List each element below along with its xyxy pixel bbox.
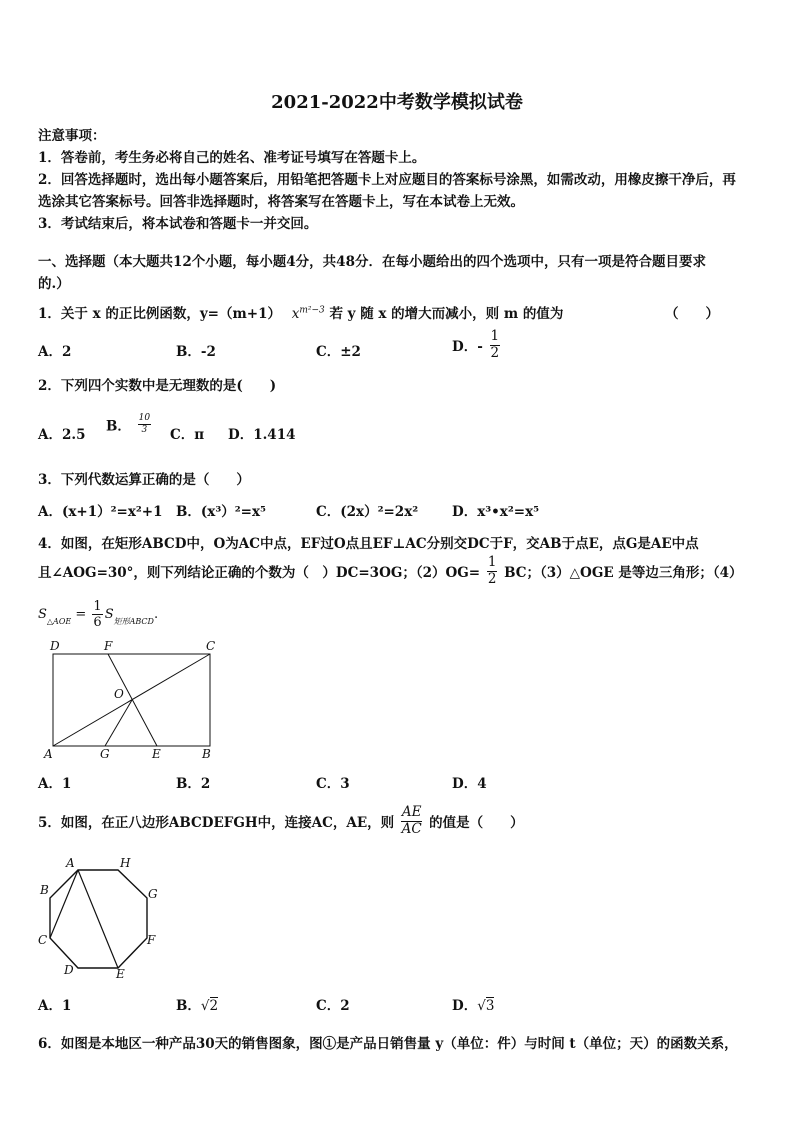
q2-b-den: 3 xyxy=(141,425,148,435)
segment-og xyxy=(105,700,132,746)
q1-power xyxy=(292,306,325,322)
q4-line2-den: 2 xyxy=(487,570,497,587)
q2-option-b-label: B． xyxy=(106,418,131,435)
q5-frac-num: AE xyxy=(401,804,422,820)
q4-formula-end: . xyxy=(153,607,159,622)
q1-option-b: B．-2 xyxy=(176,344,216,360)
notice-heading: 注意事项： xyxy=(38,128,106,144)
page-title: 2021-2022中考数学模拟试卷 xyxy=(271,92,523,113)
q4-option-c: C．3 xyxy=(316,776,350,792)
q5-stem-part2: 的值是（ ） xyxy=(429,815,524,831)
q2-option-c: C．π xyxy=(170,427,205,443)
oct-label-c: C xyxy=(38,933,48,947)
oct-label-h: H xyxy=(120,856,131,870)
q1-d-den: 2 xyxy=(490,344,500,361)
label-e: E xyxy=(152,747,161,761)
notice-item-1: 1．答卷前，考生务必将自己的姓名、准考证号填写在答题卡上。 xyxy=(38,150,426,166)
q4-option-d: D．4 xyxy=(452,776,487,792)
q4-formula-eq: = xyxy=(75,607,87,622)
q2-stem: 2．下列四个实数中是无理数的是( ) xyxy=(38,378,277,394)
q4-stem-line2 xyxy=(38,556,742,586)
q5-option-d-label: D． xyxy=(452,998,478,1014)
q3-option-d: D．x³•x²=x⁵ xyxy=(452,504,540,520)
label-d: D xyxy=(50,639,60,653)
segment-ac xyxy=(50,870,78,938)
q1-stem xyxy=(38,302,563,322)
label-f: F xyxy=(104,639,113,653)
q4-formula-fraction xyxy=(92,600,102,629)
q5-sqrt-sign-d: √ xyxy=(477,998,486,1014)
label-a: A xyxy=(44,747,53,761)
q1-stem-part1: 1．关于 x 的正比例函数，y=（m+1） xyxy=(38,306,281,322)
notice-item-2: 2．回答选择题时，选出每小题答案后，用铅笔把答题卡上对应题目的答案标号涂黑，如需改动，用橡皮擦干净后，再 xyxy=(38,172,736,188)
q5-sqrt-sign-b: √ xyxy=(200,998,210,1014)
label-b: B xyxy=(202,747,211,761)
q5-option-b-label: B． xyxy=(176,998,201,1014)
q2-option-a: A．2.5 xyxy=(38,427,86,443)
oct-label-a: A xyxy=(66,856,75,870)
q5-option-b-radicand: 2 xyxy=(209,998,219,1014)
q2-option-d: D．1.414 xyxy=(228,427,296,443)
notice-item-2-cont: 选涂其它答案标号。回答非选择题时，将答案写在答题卡上，写在本试卷上无效。 xyxy=(38,194,524,210)
label-g: G xyxy=(100,747,110,761)
q4-line2-num: 1 xyxy=(487,554,497,570)
q5-frac-den: AC xyxy=(401,820,422,837)
q5-octagon-figure xyxy=(34,852,164,982)
oct-label-d: D xyxy=(64,963,74,977)
q1-option-d xyxy=(452,330,502,360)
q5-stem-part1: 5．如图，在正八边形ABCDEFGH中，连接AC，AE，则 xyxy=(38,815,395,831)
q2-option-b-fraction xyxy=(138,414,151,435)
q3-option-b: B．(x³）²=x⁵ xyxy=(176,504,266,520)
segment-ae xyxy=(78,870,118,968)
q1-stem-part2: 若 y 随 x 的增大而减小，则 m 的值为 xyxy=(329,306,564,322)
q4-option-b: B．2 xyxy=(176,776,211,792)
section-header: 一、选择题（本大题共12个小题，每小题4分，共48分．在每小题给出的四个选项中，只有一项是符合题目要求 xyxy=(38,254,706,270)
q4-formula-s1: S xyxy=(38,607,47,622)
q3-option-a: A．(x+1）²=x²+1 xyxy=(38,504,163,520)
q1-option-d-fraction xyxy=(490,330,501,360)
q4-stem-line1: 4．如图，在矩形ABCD中，O为AC中点，EF过O点且EF⊥AC分别交DC于F，交AB于点E，点G是AE中点 xyxy=(38,536,699,552)
q4-line2-part2: BC；（3）△OGE 是等边三角形；（4） xyxy=(504,565,743,581)
label-o: O xyxy=(114,687,124,701)
q5-option-c: C．2 xyxy=(316,998,350,1014)
q2-b-num: 10 xyxy=(138,413,151,423)
oct-label-e: E xyxy=(116,967,125,981)
q5-fraction xyxy=(401,806,423,836)
q1-option-d-label: D．- xyxy=(452,339,483,355)
q1-answer-paren: （ ） xyxy=(665,306,719,322)
q1-exponent: m²−3 xyxy=(299,305,325,316)
section-header-cont: 的.） xyxy=(38,276,70,292)
q4-formula-sub1: △AOE xyxy=(46,617,72,626)
q5-option-d-radicand: 3 xyxy=(485,998,495,1014)
q4-area-formula xyxy=(38,600,158,629)
q4-rectangle-figure xyxy=(38,636,228,764)
q4-formula-s2: S xyxy=(104,607,114,622)
q2-option-b xyxy=(106,414,153,435)
q1-option-a: A．2 xyxy=(38,344,72,360)
oct-label-g: G xyxy=(148,887,158,901)
q3-stem: 3．下列代数运算正确的是（ ） xyxy=(38,472,250,488)
oct-label-f: F xyxy=(147,933,156,947)
q1-base: x xyxy=(291,306,300,322)
q4-formula-den: 6 xyxy=(93,615,102,630)
q5-stem xyxy=(38,806,524,836)
q1-d-num: 1 xyxy=(490,328,500,344)
q4-option-a: A．1 xyxy=(38,776,72,792)
q4-line2-fraction xyxy=(487,556,498,586)
oct-label-b: B xyxy=(40,883,49,897)
q5-option-b xyxy=(176,994,218,1014)
notice-item-3: 3．考试结束后，将本试卷和答题卡一并交回。 xyxy=(38,216,318,232)
label-c: C xyxy=(206,639,216,653)
q4-line2-part1: 且∠AOG=30°，则下列结论正确的个数为（ ）DC=3OG；（2）OG= xyxy=(38,565,481,581)
q5-option-a: A．1 xyxy=(38,998,72,1014)
q5-option-d xyxy=(452,994,494,1014)
q3-option-c: C．(2x）²=2x² xyxy=(316,504,419,520)
q6-stem: 6．如图是本地区一种产品30天的销售图象，图①是产品日销售量 y（单位：件）与时间 t（单位；天）的函数关系， xyxy=(38,1036,738,1052)
q1-option-c: C．±2 xyxy=(316,344,361,360)
q4-formula-num: 1 xyxy=(93,599,102,614)
q4-formula-sub2: 矩形ABCD xyxy=(113,617,154,626)
